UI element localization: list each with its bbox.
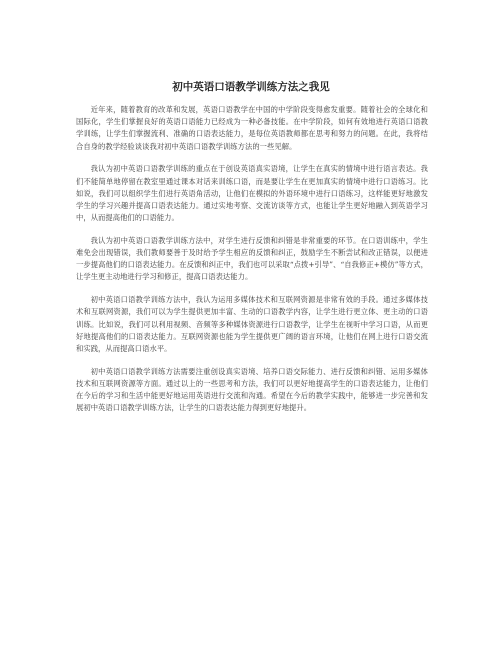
document-body — [76, 104, 428, 425]
paragraph-5: 初中英语口语教学训练方法需要注重创设真实语境、培养口语交际能力、进行反馈和纠错、运用多媒体技术和互联网资源等方面。通过以上的一些思考和方法，我们可以更好地提高学生的口语表达能力，让他们在今后的学习和生活中能更好地运用英语进行交流和沟通。希望在今后的教学实践中，能够进一步完善和发展初中英语口语教学训练方法，让学生的口语表达能力得到更好地提升。 — [76, 366, 428, 413]
document-title: 初中英语口语教学训练方法之我见 — [172, 81, 330, 93]
paragraph-2: 我认为初中英语口语教学训练的重点在于创设英语真实语境，让学生在真实的情境中进行语言表达。我们不能简单地停留在教室里通过课本对话来训练口语，而是要让学生在更加真实的情境中进行口语练习。比如说，我们可以组织学生们进行英语角活动，让他们在模拟的外语环境中进行口语练习，这样能更好地激发学生的学习兴趣并提高口语表达能力。通过实地考察、交流访谈等方式，也能让学生更好地融入到英语学习中，从而提高他们的口语能力。 — [76, 164, 428, 223]
paragraph-3: 我认为初中英语口语教学训练方法中，对学生进行反馈和纠错是非常重要的环节。在口语训练中，学生难免会出现错误，我们教师要善于及时给予学生相应的反馈和纠正，鼓励学生不断尝试和改正错误，以便进一步提高他们的口语表达能力。在反馈和纠正中，我们也可以采取“点拨+引导”、“自我修正+模仿”等方式，让学生更主动地进行学习和修正，提高口语表达能力。 — [76, 235, 428, 282]
paragraph-1: 近年来，随着教育的改革和发展，英语口语教学在中国的中学阶段变得愈发重要。随着社会的全球化和国际化，学生们掌握良好的英语口语能力已经成为一种必备技能。在中学阶段，如何有效地进行英语口语教学训练，让学生们掌握流利、准确的口语表达能力，是每位英语教师都在思考和努力的问题。在此，我将结合自身的教学经验谈谈我对初中英语口语教学训练方法的一些见解。 — [76, 105, 428, 151]
paragraph-4: 初中英语口语教学训练方法中，我认为运用多媒体技术和互联网资源是非常有效的手段。通过多媒体技术和互联网资源，我们可以为学生提供更加丰富、生动的口语教学内容，让学生进行更立体、更主动的口语训练。比如说，我们可以利用视频、音频等多种媒体资源进行口语教学，让学生在视听中学习口语，从而更好地提高他们的口语表达能力。互联网资源也能为学生提供更广阔的语言环境，让他们在网上进行口语交流和实践，从而提高口语水平。 — [76, 295, 428, 353]
